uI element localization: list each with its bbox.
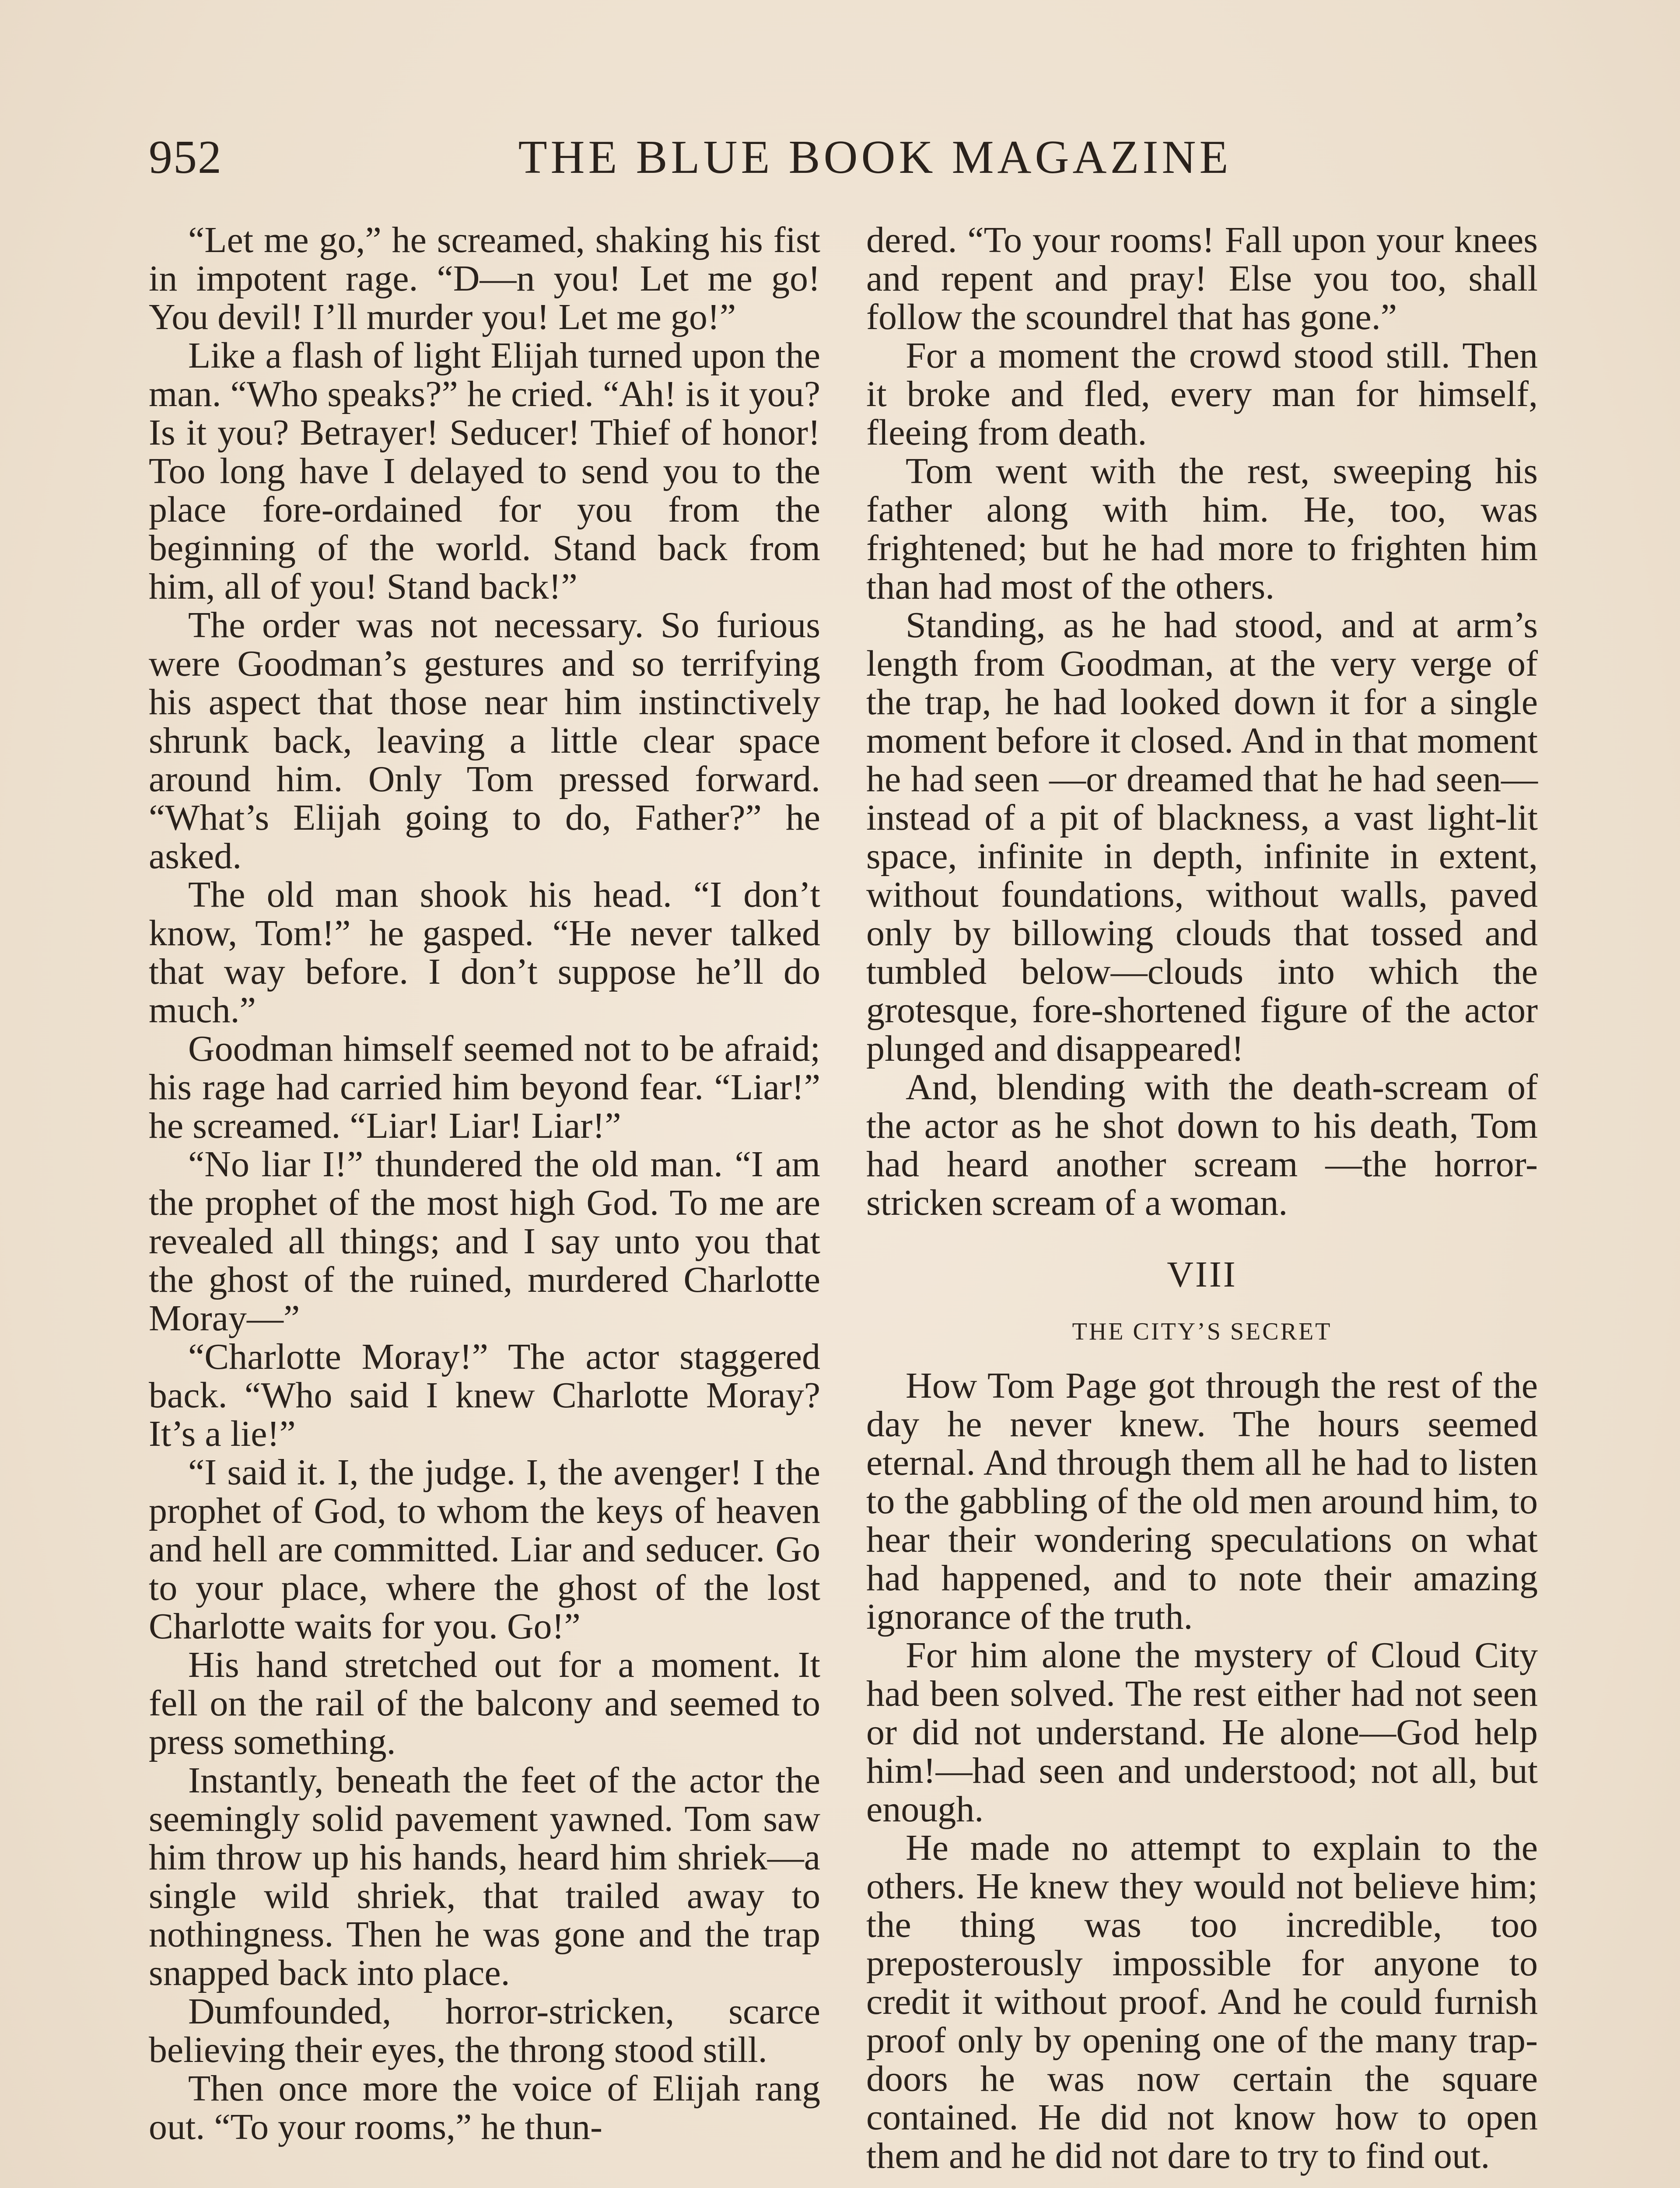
paragraph-continued: dered. “To your rooms! Fall upon your knees and repent and pray! Else you too, shall follow the scoundrel that has gone.” bbox=[866, 220, 1538, 337]
right-text-column bbox=[866, 221, 1538, 2175]
paragraph: The old man shook his head. “I don’t know, Tom!” he gasped. “He never talked that way before. I don’t suppose he’ll do much.” bbox=[149, 874, 820, 1031]
paragraph: “No liar I!” thundered the old man. “I am the prophet of the most high God. To me are revealed all things; and I say unto you that the ghost of the ruined, murdered Charlotte Moray—” bbox=[149, 1144, 820, 1339]
paragraph: And, blending with the death-scream of the actor as he shot down to his death, Tom had heard another scream —the horror-stricken scream of a woman. bbox=[866, 1067, 1538, 1223]
paragraph: For a moment the crowd stood still. Then it broke and fled, every man for himself, fleeing from death. bbox=[866, 335, 1538, 453]
paragraph: His hand stretched out for a moment. It fell on the rail of the balcony and seemed to press something. bbox=[149, 1645, 820, 1762]
left-text-column bbox=[149, 221, 820, 2146]
magazine-title: THE BLUE BOOK MAGAZINE bbox=[518, 131, 1232, 183]
paragraph: “Let me go,” he screamed, shaking his fist in impotent rage. “D—n you! Let me go! You devil! I’ll murder you! Let me go!” bbox=[149, 220, 820, 337]
paragraph: Like a flash of light Elijah turned upon the man. “Who speaks?” he cried. “Ah! is it you? Is it you? Betrayer! Seducer! Thief of honor! Too long have I delayed to send you to the place fore-ordained for you from the beginning of the world. Stand back from him, all of you! Stand back!” bbox=[149, 335, 820, 607]
paragraph: Tom went with the rest, sweeping his father along with him. He, too, was frightened; but he had more to frighten him than had most of the others. bbox=[866, 451, 1538, 607]
paragraph: Dumfounded, horror-stricken, scarce believing their eyes, the throng stood still. bbox=[149, 1991, 820, 2070]
paragraph: How Tom Page got through the rest of the day he never knew. The hours seemed eternal. And through them all he had to listen to the gabbling of the old men around him, to hear their wondering speculations on what had happened, and to note their amazing ignorance of the truth. bbox=[866, 1365, 1538, 1637]
paragraph: “Charlotte Moray!” The actor staggered back. “Who said I knew Charlotte Moray? It’s a lie!” bbox=[149, 1336, 820, 1454]
page-header bbox=[149, 127, 1527, 188]
paragraph: He made no attempt to explain to the others. He knew they would not believe him; the thing was too incredible, too preposterously impossible for anyone to credit it without proof. And he could furnish proof only by opening one of the many trap-doors he was now certain the square contained. He did not know how to open them and he did not dare to try to find out. bbox=[866, 1827, 1538, 2176]
chapter-title: THE CITY’S SECRET bbox=[1072, 1318, 1332, 1345]
paragraph: Standing, as he had stood, and at arm’s length from Goodman, at the very verge of the trap, he had looked down it for a single moment before it closed. And in that moment he had seen —or dreamed that he had seen—instead of a pit of blackness, a vast light-lit space, infinite in depth, infinite in extent, without foundations, without walls, paved only by billowing clouds that tossed and tumbled below—clouds into which the grotesque, fore-shortened figure of the actor plunged and disappeared! bbox=[866, 605, 1538, 1069]
paragraph: Goodman himself seemed not to be afraid; his rage had carried him beyond fear. “Liar!” he screamed. “Liar! Liar! Liar!” bbox=[149, 1028, 820, 1146]
paragraph: For him alone the mystery of Cloud City had been solved. The rest either had not seen or did not understand. He alone—God help him!—had seen and understood; not all, but enough. bbox=[866, 1635, 1538, 1830]
chapter-number: VIII bbox=[1167, 1254, 1237, 1295]
paragraph: The order was not necessary. So furious were Goodman’s gestures and so terrifying his aspect that those near him instinctively shrunk back, leaving a little clear space around him. Only Tom pressed forward. “What’s Elijah going to do, Father?” he asked. bbox=[149, 605, 820, 877]
paragraph: Then once more the voice of Elijah rang out. “To your rooms,” he thun- bbox=[149, 2068, 820, 2147]
paragraph: “I said it. I, the judge. I, the avenger! I the prophet of God, to whom the keys of heaven and hell are committed. Liar and seducer. Go to your place, where the ghost of the lost Charlotte waits for you. Go!” bbox=[149, 1452, 820, 1647]
page-number: 952 bbox=[149, 131, 222, 183]
paragraph: Instantly, beneath the feet of the actor the seemingly solid pavement yawned. Tom saw him throw up his hands, heard him shriek—a single wild shriek, that trailed away to nothingness. Then he was gone and the trap snapped back into place. bbox=[149, 1760, 820, 1993]
